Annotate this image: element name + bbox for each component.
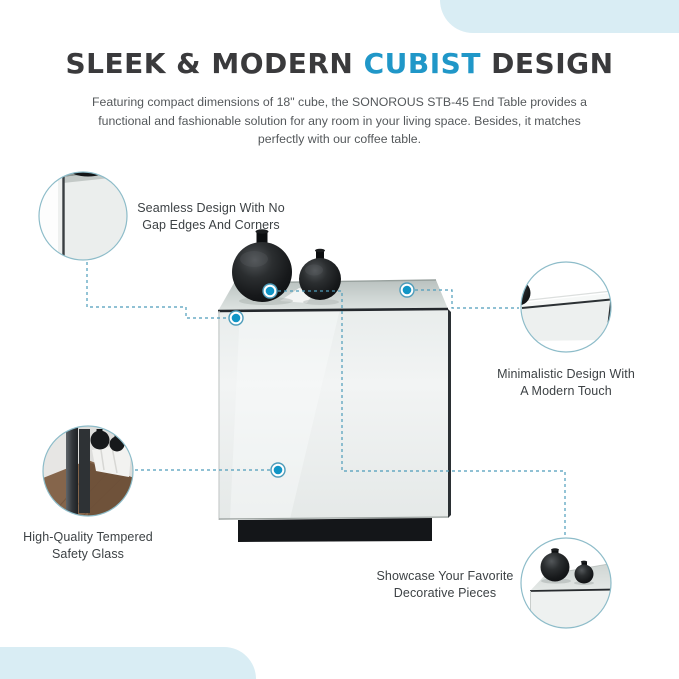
callout-text-line: Showcase Your Favorite [376,569,514,583]
title-segment-1: SLEEK & MODERN [65,47,364,80]
table-plinth [238,518,432,542]
callout-text-line: High-Quality Tempered [23,530,153,544]
callout-label-minimalistic-design [471,366,661,400]
callout-label-showcase-pieces [345,568,545,602]
title-highlight: CUBIST [363,47,481,80]
callout-text-line: Seamless Design With No [137,201,285,215]
connector-seamless-design [87,262,228,318]
callout-text-line: Safety Glass [51,547,125,561]
subtitle-line: Featuring compact dimensions of 18" cube, the SONOROUS STB-45 End Table provides a [92,95,587,109]
hotspot-dot-top-right [400,283,414,297]
callout-text-line: Decorative Pieces [393,586,497,600]
hotspot-dot-front-face [271,463,285,477]
subtitle-line: perfectly with our coffee table. [257,132,422,146]
callout-text-line: Minimalistic Design With [497,367,635,381]
subtitle-line: functional and fashionable solution for any room in your living space. Besides, it matches [98,113,581,128]
callout-photo-minimalistic-design [506,262,614,353]
callout-text-line: Gap Edges And Corners [142,218,280,232]
title-segment-2: DESIGN [480,47,614,80]
end-table [218,280,451,542]
hotspot-dot-corner [229,311,243,325]
decor-sphere-large [232,229,292,302]
callout-label-seamless-design [101,200,321,234]
hotspot-dot-sphere [263,284,277,298]
callout-text-line: A Modern Touch [520,384,612,398]
decor-sphere-small [299,249,341,300]
callout-label-tempered-glass [0,529,176,563]
table-right-edge-face [448,309,451,518]
callout-photo-tempered-glass [43,426,134,517]
